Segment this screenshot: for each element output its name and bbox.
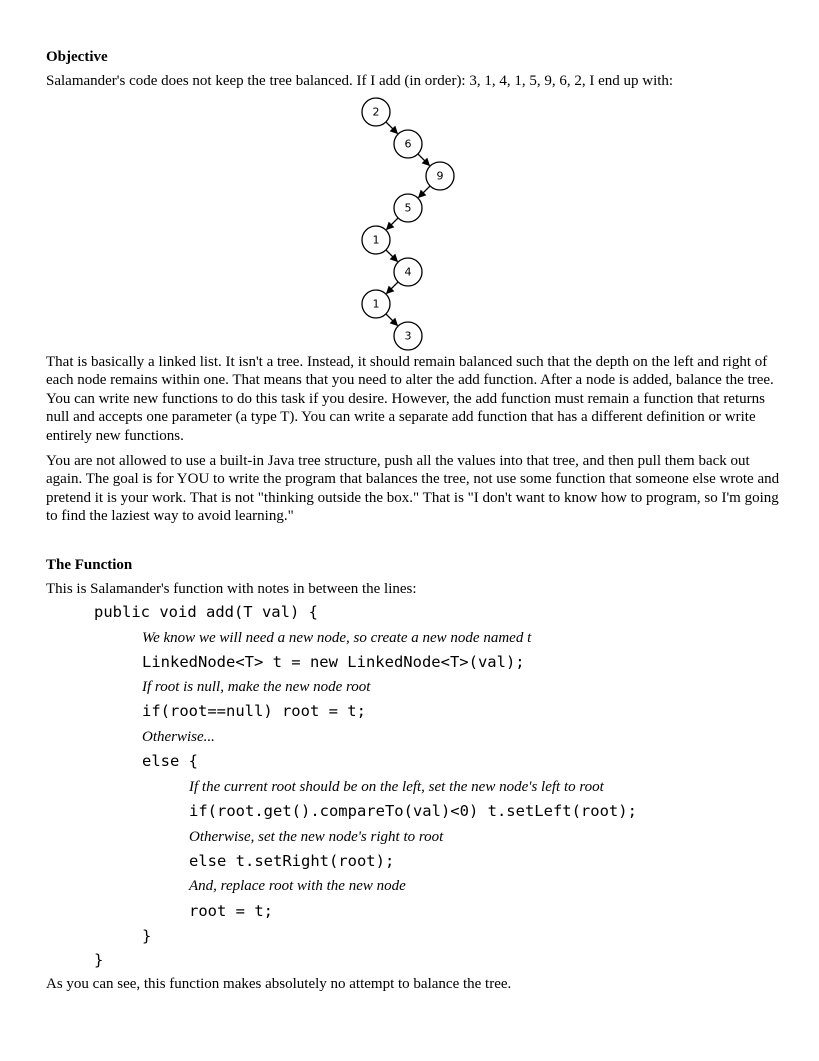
- code-close-else: }: [142, 927, 152, 945]
- tree-edge-arrow: [419, 186, 430, 197]
- conclusion-text: As you can see, this function makes absolutely no attempt to balance the tree.: [46, 976, 512, 992]
- code-signature: public void add(T val) {: [94, 603, 318, 621]
- tree-diagram: [0, 0, 819, 360]
- tree-node-label: 6: [404, 137, 412, 151]
- tree-node: [394, 322, 422, 350]
- tree-node: [362, 290, 390, 318]
- tree-edge-arrow: [387, 218, 398, 229]
- tree-node: [426, 162, 454, 190]
- tree-node-label: 2: [372, 105, 380, 119]
- code-replace-root: root = t;: [189, 902, 273, 920]
- function-heading: The Function: [46, 557, 133, 573]
- note-otherwise: Otherwise...: [142, 729, 215, 745]
- objective-intro: Salamander's code does not keep the tree balanced. If I add (in order): 3, 1, 4, 1, 5, 9, 6, 2, I end up with:: [46, 73, 674, 89]
- tree-node-label: 1: [372, 233, 380, 247]
- tree-edge-arrow: [386, 314, 397, 325]
- tree-node: [394, 194, 422, 222]
- tree-edge-arrow: [386, 250, 397, 261]
- objective-paragraph-2: You are not allowed to use a built-in Java tree structure, push all the values into that tree, and then pull them back out again. The goal is for YOU to write the program that balances the tree, not use some function that someone else wrote and pretend it is your work. That is not "thinking outside the box." That is "I don't want to know how to program, so I'm going to find the laziest way to avoid learning.": [46, 453, 780, 525]
- function-intro: This is Salamander's function with notes in between the lines:: [46, 581, 417, 597]
- code-close-function: }: [94, 951, 104, 969]
- tree-node-label: 4: [404, 265, 412, 279]
- tree-node: [362, 98, 390, 126]
- tree-node: [362, 226, 390, 254]
- note-set-left: If the current root should be on the left, set the new node's left to root: [189, 779, 604, 795]
- code-else: else {: [142, 752, 198, 770]
- tree-node-label: 5: [404, 201, 412, 215]
- note-replace-root: And, replace root with the new node: [189, 878, 406, 894]
- note-set-right: Otherwise, set the new node's right to root: [189, 829, 444, 845]
- tree-edge-arrow: [387, 282, 398, 293]
- tree-node: [394, 258, 422, 286]
- tree-node: [394, 130, 422, 158]
- note-root-null: If root is null, make the new node root: [142, 679, 371, 695]
- note-create-node: We know we will need a new node, so create a new node named t: [142, 630, 532, 646]
- objective-heading: Objective: [46, 49, 108, 65]
- code-create-node: LinkedNode<T> t = new LinkedNode<T>(val);: [142, 653, 525, 671]
- code-set-right: else t.setRight(root);: [189, 852, 395, 870]
- tree-edge-arrow: [386, 122, 397, 133]
- tree-node-label: 3: [404, 329, 412, 343]
- code-set-left: if(root.get().compareTo(val)<0) t.setLeft(root);: [189, 802, 637, 820]
- code-root-null: if(root==null) root = t;: [142, 702, 366, 720]
- tree-edge-arrow: [418, 154, 429, 165]
- objective-paragraph-1: That is basically a linked list. It isn't a tree. Instead, it should remain balanced such that the depth on the left and right of each node remains within one. That means that you need to alter the add function. After a node is added, balance the tree. You can write new functions to do this task if you desire. However, the add function must remain a function that returns null and accepts one parameter (a type T). You can write a separate add function that has a different definition or write entirely new functions.: [46, 354, 774, 444]
- tree-node-label: 9: [436, 169, 444, 183]
- tree-node-label: 1: [372, 297, 380, 311]
- tree-nodes: [362, 98, 454, 350]
